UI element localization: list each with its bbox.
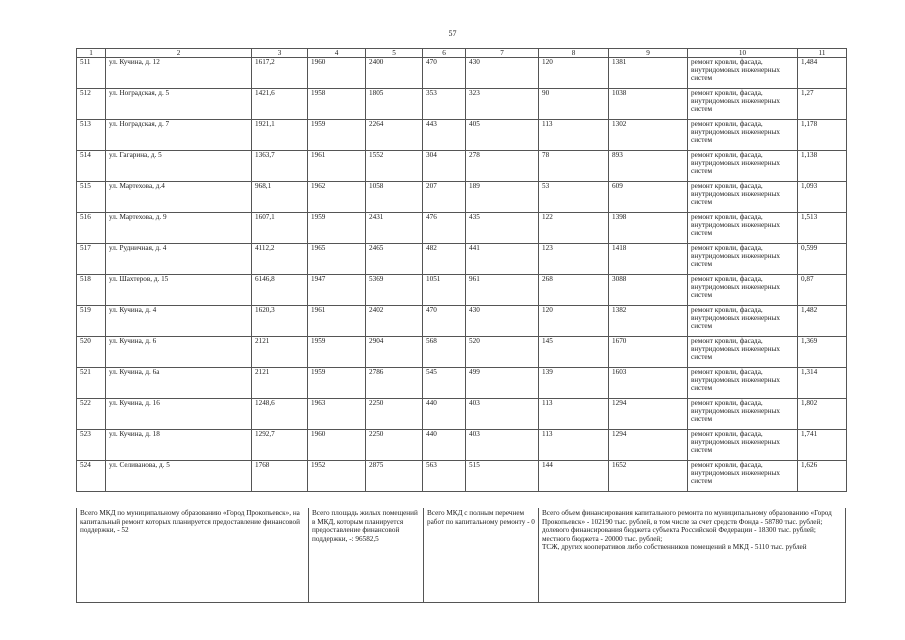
table-cell-c3: 2121 — [252, 368, 308, 399]
header-cell: 4 — [308, 49, 366, 58]
table-cell-addr: ул. Ноградская, д. 5 — [106, 89, 252, 120]
table-cell-addr: ул. Кучина, д. 12 — [106, 58, 252, 89]
table-cell-c9: 3088 — [609, 275, 688, 306]
table-cell-c3: 1768 — [252, 461, 308, 492]
table-cell-work: ремонт кровли, фасада, внутридомовых инженерных систем — [688, 120, 798, 151]
table-cell-work: ремонт кровли, фасада, внутридомовых инженерных систем — [688, 89, 798, 120]
table-cell-c6: 563 — [423, 461, 466, 492]
table-cell-c7: 441 — [466, 244, 539, 275]
table-cell-c6: 470 — [423, 306, 466, 337]
table-cell-c4: 1959 — [308, 120, 366, 151]
table-cell-c6: 440 — [423, 430, 466, 461]
table-cell-c5: 2402 — [366, 306, 423, 337]
table-cell-c11: 1,802 — [798, 399, 847, 430]
table-cell-c11: 1,369 — [798, 337, 847, 368]
table-cell-c11: 0,87 — [798, 275, 847, 306]
table-cell-c3: 4112,2 — [252, 244, 308, 275]
table-cell-c11: 1,741 — [798, 430, 847, 461]
header-cell: 9 — [609, 49, 688, 58]
table-cell-c11: 1,178 — [798, 120, 847, 151]
table-cell-work: ремонт кровли, фасада, внутридомовых инженерных систем — [688, 399, 798, 430]
table-cell-c9: 609 — [609, 182, 688, 213]
table-cell-addr: ул. Кучина, д. 18 — [106, 430, 252, 461]
table-cell-c5: 2904 — [366, 337, 423, 368]
table-cell-c5: 2465 — [366, 244, 423, 275]
summary-total-area: Всего площадь жилых помещений в МКД, которым планируется предоставление финансовой поддержки, -: 96582,5 — [308, 508, 423, 602]
table-cell-c9: 1302 — [609, 120, 688, 151]
table-cell-c8: 90 — [539, 89, 609, 120]
table-cell-work: ремонт кровли, фасада, внутридомовых инженерных систем — [688, 368, 798, 399]
table-cell-c8: 268 — [539, 275, 609, 306]
table-cell-c11: 1,093 — [798, 182, 847, 213]
table-cell-c3: 1921,1 — [252, 120, 308, 151]
table-cell-work: ремонт кровли, фасада, внутридомовых инженерных систем — [688, 306, 798, 337]
table-cell-c3: 2121 — [252, 337, 308, 368]
table-cell-addr: ул. Ноградская, д. 7 — [106, 120, 252, 151]
table-row — [77, 213, 847, 244]
table-cell-addr: ул. Селиванова, д. 5 — [106, 461, 252, 492]
table-cell-c3: 1363,7 — [252, 151, 308, 182]
table-cell-c6: 476 — [423, 213, 466, 244]
table-cell-c9: 1038 — [609, 89, 688, 120]
financing-line: долевого финансирования бюджета субъекта Российской Федерации - 18300 тыс. рублей; — [542, 526, 816, 535]
column-number-header — [77, 49, 847, 58]
table-cell-c6: 443 — [423, 120, 466, 151]
table-cell-c4: 1959 — [308, 368, 366, 399]
table-cell-c7: 405 — [466, 120, 539, 151]
table-cell-c8: 145 — [539, 337, 609, 368]
table-cell-c11: 0,599 — [798, 244, 847, 275]
table-cell-c4: 1960 — [308, 58, 366, 89]
table-row — [77, 182, 847, 213]
header-cell: 8 — [539, 49, 609, 58]
table-cell-c9: 1382 — [609, 306, 688, 337]
table-cell-addr: ул. Мартехова, д. 9 — [106, 213, 252, 244]
table-cell-c7: 189 — [466, 182, 539, 213]
header-cell: 3 — [252, 49, 308, 58]
table-cell-c7: 430 — [466, 58, 539, 89]
table-cell-c5: 2250 — [366, 399, 423, 430]
table-cell-c4: 1962 — [308, 182, 366, 213]
table-cell-c8: 78 — [539, 151, 609, 182]
summary-total-full: Всего МКД с полным перечнем работ по капитальному ремонту - 0 — [423, 508, 538, 602]
table-cell-c11: 1,314 — [798, 368, 847, 399]
table-cell-c4: 1965 — [308, 244, 366, 275]
table-cell-addr: ул. Гагарина, д. 5 — [106, 151, 252, 182]
table-cell-c8: 120 — [539, 58, 609, 89]
table-cell-c6: 470 — [423, 58, 466, 89]
table-cell-addr: ул. Мартехова, д.4 — [106, 182, 252, 213]
table-cell-c11: 1,138 — [798, 151, 847, 182]
table-cell-c6: 207 — [423, 182, 466, 213]
table-cell-work: ремонт кровли, фасада, внутридомовых инженерных систем — [688, 151, 798, 182]
table-cell-c3: 1421,6 — [252, 89, 308, 120]
table-cell-c8: 139 — [539, 368, 609, 399]
table-cell-c7: 520 — [466, 337, 539, 368]
financing-line: местного бюджета - 20000 тыс. рублей; — [542, 534, 663, 543]
table-row — [77, 306, 847, 337]
table-cell-c9: 1398 — [609, 213, 688, 244]
table-cell-c7: 403 — [466, 399, 539, 430]
table-cell-c9: 893 — [609, 151, 688, 182]
table-cell-c11: 1,482 — [798, 306, 847, 337]
table-cell-c5: 2250 — [366, 430, 423, 461]
table-cell-c9: 1603 — [609, 368, 688, 399]
table-cell-addr: ул. Кучина, д. 6а — [106, 368, 252, 399]
header-cell: 7 — [466, 49, 539, 58]
table-cell-work: ремонт кровли, фасада, внутридомовых инженерных систем — [688, 430, 798, 461]
table-cell-c5: 2431 — [366, 213, 423, 244]
table-cell-c7: 278 — [466, 151, 539, 182]
table-cell-num: 511 — [77, 58, 106, 89]
header-cell: 2 — [106, 49, 252, 58]
table-cell-c3: 1620,3 — [252, 306, 308, 337]
table-cell-c5: 2264 — [366, 120, 423, 151]
table-cell-work: ремонт кровли, фасада, внутридомовых инженерных систем — [688, 461, 798, 492]
table-cell-num: 521 — [77, 368, 106, 399]
table-cell-c11: 1,27 — [798, 89, 847, 120]
table-cell-num: 515 — [77, 182, 106, 213]
table-cell-c7: 961 — [466, 275, 539, 306]
table-cell-c7: 323 — [466, 89, 539, 120]
table-cell-c6: 304 — [423, 151, 466, 182]
table-cell-c5: 2786 — [366, 368, 423, 399]
table-row — [77, 58, 847, 89]
table-cell-num: 517 — [77, 244, 106, 275]
summary-financing — [538, 508, 847, 602]
table-cell-c4: 1959 — [308, 337, 366, 368]
table-cell-c8: 113 — [539, 120, 609, 151]
table-cell-c11: 1,484 — [798, 58, 847, 89]
table-row — [77, 151, 847, 182]
table-cell-c11: 1,626 — [798, 461, 847, 492]
table-cell-work: ремонт кровли, фасада, внутридомовых инженерных систем — [688, 58, 798, 89]
table-cell-c5: 1552 — [366, 151, 423, 182]
table-cell-addr: ул. Рудничная, д. 4 — [106, 244, 252, 275]
table-cell-c5: 2875 — [366, 461, 423, 492]
table-row — [77, 430, 847, 461]
table-cell-c5: 2400 — [366, 58, 423, 89]
header-cell: 5 — [366, 49, 423, 58]
table-cell-work: ремонт кровли, фасада, внутридомовых инженерных систем — [688, 244, 798, 275]
table-cell-c8: 120 — [539, 306, 609, 337]
table-cell-c8: 122 — [539, 213, 609, 244]
table-cell-c9: 1381 — [609, 58, 688, 89]
table-cell-c4: 1961 — [308, 306, 366, 337]
table-cell-c8: 123 — [539, 244, 609, 275]
table-cell-c7: 435 — [466, 213, 539, 244]
table-cell-c8: 53 — [539, 182, 609, 213]
table-cell-c6: 440 — [423, 399, 466, 430]
table-cell-num: 518 — [77, 275, 106, 306]
table-cell-num: 512 — [77, 89, 106, 120]
table-cell-c9: 1418 — [609, 244, 688, 275]
table-cell-c6: 353 — [423, 89, 466, 120]
table-row — [77, 368, 847, 399]
table-cell-c8: 113 — [539, 430, 609, 461]
summary-total-mkd: Всего МКД по муниципальному образованию «Город Прокопьевск», на капитальный ремонт которых планируется предоставление финансовой поддержки, - 52 — [80, 509, 300, 535]
table-cell-c6: 1051 — [423, 275, 466, 306]
header-cell: 6 — [423, 49, 466, 58]
table-cell-num: 514 — [77, 151, 106, 182]
table-cell-c11: 1,513 — [798, 213, 847, 244]
table-cell-c9: 1670 — [609, 337, 688, 368]
table-cell-c9: 1294 — [609, 399, 688, 430]
table-cell-c3: 6146,8 — [252, 275, 308, 306]
table-cell-c9: 1294 — [609, 430, 688, 461]
table-cell-num: 516 — [77, 213, 106, 244]
table-cell-addr: ул. Кучина, д. 16 — [106, 399, 252, 430]
repair-table — [76, 48, 847, 492]
table-cell-c4: 1963 — [308, 399, 366, 430]
table-cell-c3: 1617,2 — [252, 58, 308, 89]
header-cell: 10 — [688, 49, 798, 58]
table-row — [77, 244, 847, 275]
table-cell-c9: 1652 — [609, 461, 688, 492]
table-cell-c5: 5369 — [366, 275, 423, 306]
table-cell-c4: 1960 — [308, 430, 366, 461]
table-cell-num: 523 — [77, 430, 106, 461]
table-cell-c8: 144 — [539, 461, 609, 492]
table-cell-addr: ул. Кучина, д. 6 — [106, 337, 252, 368]
table-cell-c6: 568 — [423, 337, 466, 368]
table-cell-c6: 482 — [423, 244, 466, 275]
table-row — [77, 461, 847, 492]
table-cell-c3: 1292,7 — [252, 430, 308, 461]
financing-line: Всего объем финансирования капитального ремонта по муниципальному образованию «Город Прокопьевск» - 102190 тыс. рублей, в том числе за счет средств Фонда - 58780 тыс. рублей; — [542, 509, 832, 526]
table-cell-addr: ул. Шахтеров, д. 15 — [106, 275, 252, 306]
table-cell-work: ремонт кровли, фасада, внутридомовых инженерных систем — [688, 213, 798, 244]
table-cell-c7: 403 — [466, 430, 539, 461]
table-cell-num: 522 — [77, 399, 106, 430]
header-cell: 11 — [798, 49, 847, 58]
summary-footer — [76, 508, 846, 603]
page-number: 57 — [448, 29, 457, 38]
table-cell-c3: 968,1 — [252, 182, 308, 213]
table-cell-c5: 1058 — [366, 182, 423, 213]
table-cell-c4: 1947 — [308, 275, 366, 306]
table-cell-num: 513 — [77, 120, 106, 151]
financing-line: ТСЖ, других кооперативов либо собственников помещений в МКД - 5110 тыс. рублей — [542, 543, 807, 552]
header-cell: 1 — [77, 49, 106, 58]
table-cell-c4: 1959 — [308, 213, 366, 244]
table-cell-addr: ул. Кучина, д. 4 — [106, 306, 252, 337]
table-cell-work: ремонт кровли, фасада, внутридомовых инженерных систем — [688, 182, 798, 213]
table-cell-c3: 1607,1 — [252, 213, 308, 244]
table-cell-work: ремонт кровли, фасада, внутридомовых инженерных систем — [688, 337, 798, 368]
table-cell-c8: 113 — [539, 399, 609, 430]
table-cell-c5: 1805 — [366, 89, 423, 120]
table-cell-c3: 1248,6 — [252, 399, 308, 430]
table-cell-work: ремонт кровли, фасада, внутридомовых инженерных систем — [688, 275, 798, 306]
table-cell-c7: 499 — [466, 368, 539, 399]
table-cell-c6: 545 — [423, 368, 466, 399]
table-cell-num: 520 — [77, 337, 106, 368]
table-row — [77, 275, 847, 306]
table-cell-c7: 430 — [466, 306, 539, 337]
table-cell-c4: 1952 — [308, 461, 366, 492]
table-cell-c7: 515 — [466, 461, 539, 492]
table-cell-c4: 1961 — [308, 151, 366, 182]
table-row — [77, 89, 847, 120]
table-row — [77, 120, 847, 151]
table-cell-c4: 1958 — [308, 89, 366, 120]
table-cell-num: 524 — [77, 461, 106, 492]
table-row — [77, 399, 847, 430]
table-cell-num: 519 — [77, 306, 106, 337]
table-row — [77, 337, 847, 368]
